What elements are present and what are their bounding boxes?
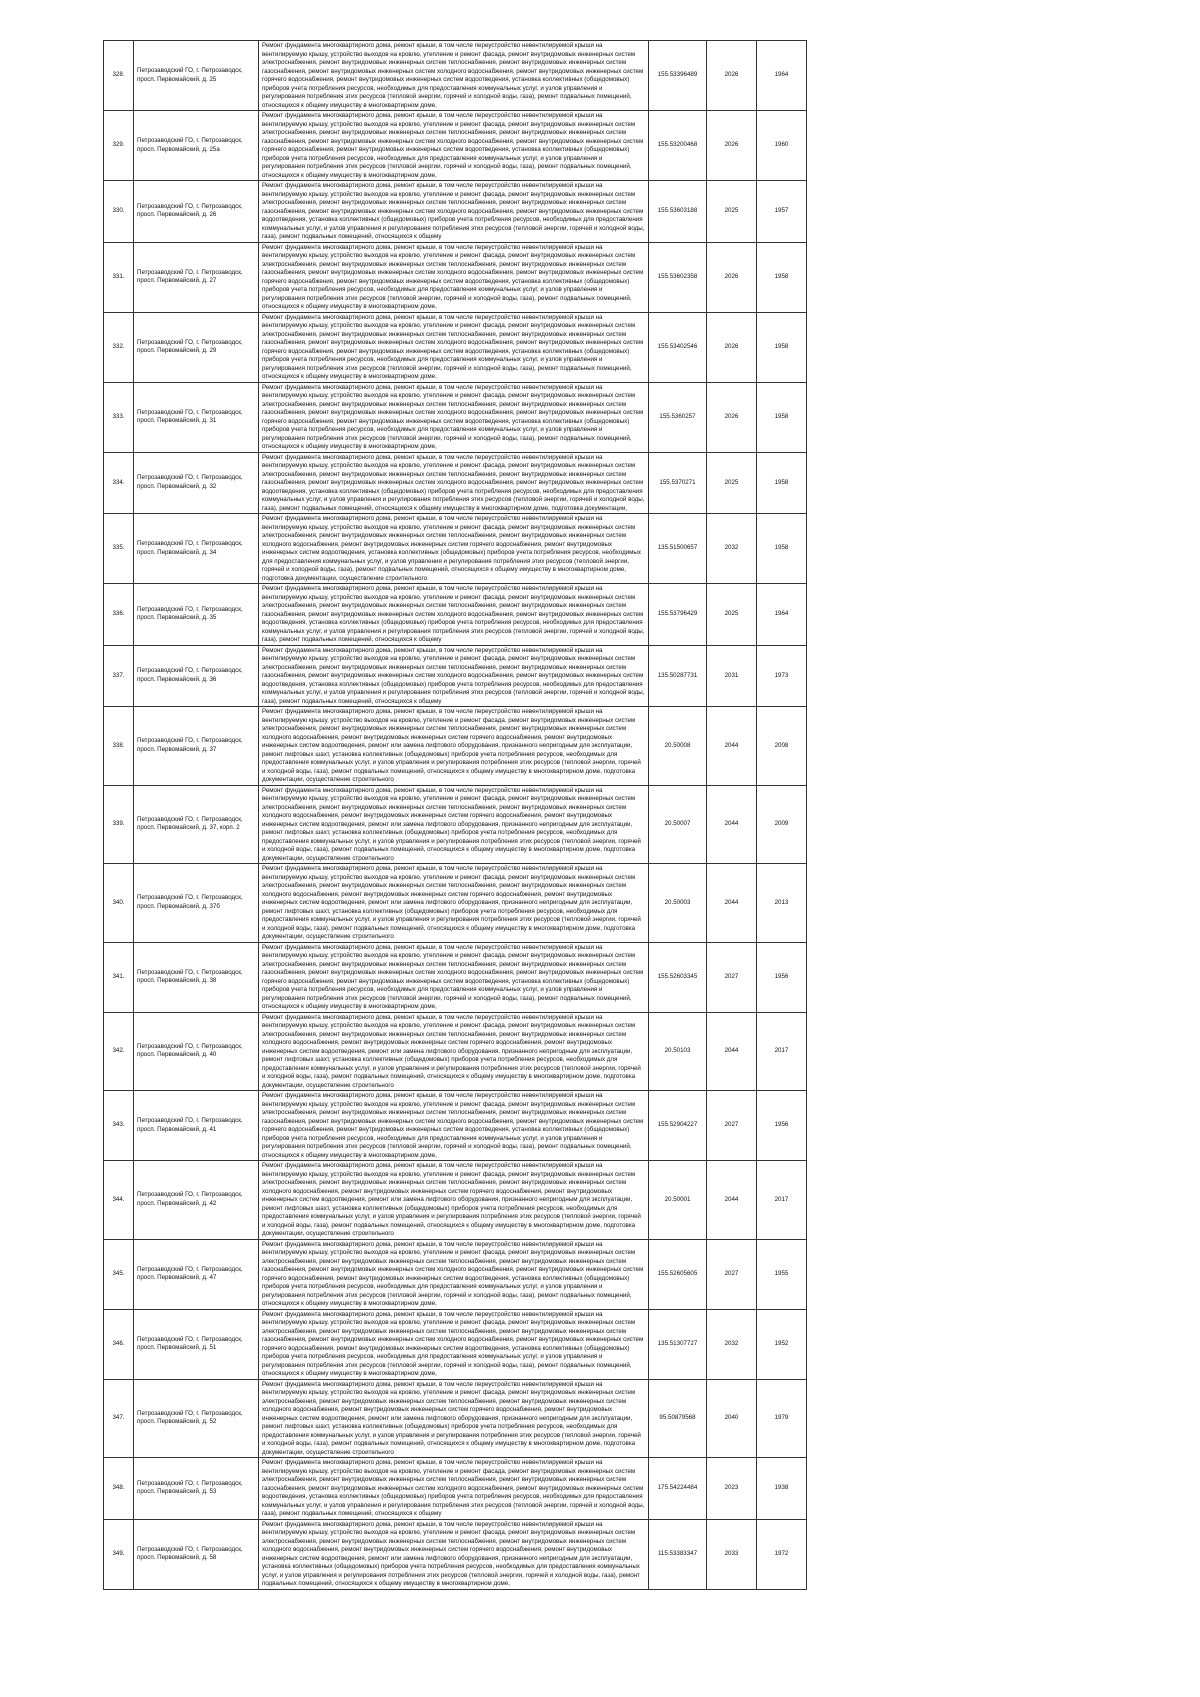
cost-value: 95.50879568 [649,1379,707,1458]
planned-year: 2044 [707,1012,757,1091]
construction-year: 1958 [757,382,807,452]
row-number: 340. [104,864,134,943]
address: Петрозаводский ГО, г. Петрозаводск, просп. Первомайский, д. 58 [134,1519,259,1589]
table-row [104,1012,807,1091]
repair-works-text: Ремонт фундамента многоквартирного дома, ремонт крыши, в том числе переустройство невентилируемой крыши на вентилируемую крышу, устройство выходов на кровлю, утепление и ремонт фасада, ремонт внутридомовых инженерных систем электроснабжения, ремонт внутридомовых инженерных систем теплоснабжения, ремонт внутридомовых инженерных систем холодного водоснабжения, ремонт внутридомовых инженерных систем горячего водоснабжения, ремонт внутридомовых инженерных систем водоотведения, ремонт или замена лифтового оборудования, признанного непригодным для эксплуатации, установка коллективных (общедомовых) приборов учета потребления ресурсов, необходимых для предоставления коммунальных услуг, и узлов управления и регулирования потребления этих ресурсов (тепловой энергии, горячей и холодной воды, газа), ремонт подвальных помещений, относящихся к общему имуществу в многоквартирном доме, [262,1520,640,1587]
table-row [104,111,807,181]
planned-year: 2027 [707,1239,757,1309]
construction-year: 2008 [757,707,807,786]
repair-works-text: Ремонт фундамента многоквартирного дома, ремонт крыши, в том числе переустройство невентилируемой крыши на вентилируемую крышу, устройство выходов на кровлю, утепление и ремонт фасада, ремонт внутридомовых инженерных систем электроснабжения, ремонт внутридомовых инженерных систем теплоснабжения, ремонт внутридомовых инженерных систем газоснабжения, ремонт внутридомовых инженерных систем холодного водоснабжения, ремонт внутридомовых инженерных систем водоотведения, установка коллективных (общедомовых) приборов учета потребления ресурсов, необходимых для предоставления коммунальных услуг, и узлов управления и регулирования потребления этих ресурсов (тепловой энергии, горячей и холодной воды, газа), ремонт подвальных помещений, относящихся к общему [262,1459,645,1517]
repair-works [259,181,649,243]
address: Петрозаводский ГО, г. Петрозаводск, просп. Первомайский, д. 29 [134,312,259,382]
address: Петрозаводский ГО, г. Петрозаводск, просп. Первомайский, д. 35 [134,584,259,646]
repair-works-text: Ремонт фундамента многоквартирного дома, ремонт крыши, в том числе переустройство невентилируемой крыши на вентилируемую крышу, устройство выходов на кровлю, утепление и ремонт фасада, ремонт внутридомовых инженерных систем электроснабжения, ремонт внутридомовых инженерных систем теплоснабжения, ремонт внутридомовых инженерных систем холодного водоснабжения, ремонт внутридомовых инженерных систем горячего водоснабжения, ремонт внутридомовых инженерных систем водоотведения, ремонт или замена лифтового оборудования, признанного непригодным для эксплуатации, ремонт лифтовых шахт, установка коллективных (общедомовых) приборов учета потребления ресурсов, необходимых для предоставления коммунальных услуг, и узлов управления и регулирования потребления этих ресурсов (тепловой энергии, горячей и холодной воды, газа), ремонт подвальных помещений, относящихся к общему имуществу в многоквартирном доме, подготовка документации, осуществление строительного [262,1380,641,1456]
row-number: 348. [104,1458,134,1520]
address: Петрозаводский ГО, г. Петрозаводск, просп. Первомайский, д. 52 [134,1379,259,1458]
address: Петрозаводский ГО, г. Петрозаводск, просп. Первомайский, д. 25 [134,41,259,111]
row-number: 329. [104,111,134,181]
planned-year: 2032 [707,514,757,584]
table-body [104,41,807,1590]
row-number: 342. [104,1012,134,1091]
address: Петрозаводский ГО, г. Петрозаводск, просп. Первомайский, д. 37б [134,864,259,943]
cost-value: 155.53402546 [649,312,707,382]
address: Петрозаводский ГО, г. Петрозаводск, просп. Первомайский, д. 38 [134,942,259,1012]
planned-year: 2044 [707,785,757,864]
planned-year: 2025 [707,452,757,514]
cost-value: 20.50008 [649,707,707,786]
cost-value: 20.50001 [649,1161,707,1240]
construction-year: 1960 [757,111,807,181]
table-row [104,1091,807,1161]
cost-value: 20.50003 [649,864,707,943]
construction-year: 1957 [757,181,807,243]
table-row [104,514,807,584]
address: Петрозаводский ГО, г. Петрозаводск, просп. Первомайский, д. 37 [134,707,259,786]
cost-value: 20.50103 [649,1012,707,1091]
row-number: 330. [104,181,134,243]
planned-year: 2033 [707,1519,757,1589]
construction-year: 1958 [757,312,807,382]
repair-works-text: Ремонт фундамента многоквартирного дома, ремонт крыши, в том числе переустройство невентилируемой крыши на вентилируемую крышу, устройство выходов на кровлю, утепление и ремонт фасада, ремонт внутридомовых инженерных систем электроснабжения, ремонт внутридомовых инженерных систем теплоснабжения, ремонт внутридомовых инженерных систем газоснабжения, ремонт внутридомовых инженерных систем холодного водоснабжения, ремонт внутридомовых инженерных систем горячего водоснабжения, ремонт внутридомовых инженерных систем водоотведения, установка коллективных (общедомовых) приборов учета потребления ресурсов, необходимых для предоставления коммунальных услуг, и узлов управления и регулирования потребления этих ресурсов (тепловой энергии, горячей и холодной воды, газа), ремонт подвальных помещений, относящихся к общему имуществу в многоквартирном доме, [262,1310,644,1377]
cost-value: 155.52605605 [649,1239,707,1309]
row-number: 346. [104,1309,134,1379]
row-number: 333. [104,382,134,452]
repair-works-text: Ремонт фундамента многоквартирного дома, ремонт крыши, в том числе переустройство невентилируемой крыши на вентилируемую крышу, устройство выходов на кровлю, утепление и ремонт фасада, ремонт внутридомовых инженерных систем электроснабжения, ремонт внутридомовых инженерных систем теплоснабжения, ремонт внутридомовых инженерных систем газоснабжения, ремонт внутридомовых инженерных систем холодного водоснабжения, ремонт внутридомовых инженерных систем горячего водоснабжения, ремонт внутридомовых инженерных систем водоотведения, установка коллективных (общедомовых) приборов учета потребления ресурсов, необходимых для предоставления коммунальных услуг, и узлов управления и регулирования потребления этих ресурсов (тепловой энергии, горячей и холодной воды, газа), ремонт подвальных помещений, относящихся к общему имуществу в многоквартирном доме, [262,383,644,450]
construction-year: 1958 [757,452,807,514]
table-row [104,1379,807,1458]
row-number: 332. [104,312,134,382]
planned-year: 2025 [707,181,757,243]
cost-value: 135.51307727 [649,1309,707,1379]
repair-works-text: Ремонт фундамента многоквартирного дома, ремонт крыши, в том числе переустройство невентилируемой крыши на вентилируемую крышу, устройство выходов на кровлю, утепление и ремонт фасада, ремонт внутридомовых инженерных систем электроснабжения, ремонт внутридомовых инженерных систем теплоснабжения, ремонт внутридомовых инженерных систем газоснабжения, ремонт внутридомовых инженерных систем холодного водоснабжения, ремонт внутридомовых инженерных систем горячего водоснабжения, ремонт внутридомовых инженерных систем водоотведения, установка коллективных (общедомовых) приборов учета потребления ресурсов, необходимых для предоставления коммунальных услуг, и узлов управления и регулирования потребления этих ресурсов (тепловой энергии, горячей и холодной воды, газа), ремонт подвальных помещений, относящихся к общему имуществу в многоквартирном доме, [262,313,644,380]
planned-year: 2026 [707,382,757,452]
row-number: 331. [104,242,134,312]
repair-works-text: Ремонт фундамента многоквартирного дома, ремонт крыши, в том числе переустройство невентилируемой крыши на вентилируемую крышу, устройство выходов на кровлю, утепление и ремонт фасада, ремонт внутридомовых инженерных систем электроснабжения, ремонт внутридомовых инженерных систем теплоснабжения, ремонт внутридомовых инженерных систем газоснабжения, ремонт внутридомовых инженерных систем холодного водоснабжения, ремонт внутридомовых инженерных систем водоотведения, установка коллективных (общедомовых) приборов учета потребления ресурсов, необходимых для предоставления коммунальных услуг, и узлов управления и регулирования потребления этих ресурсов (тепловой энергии, горячей и холодной воды, газа), ремонт подвальных помещений, относящихся к общему [262,585,645,643]
address: Петрозаводский ГО, г. Петрозаводск, просп. Первомайский, д. 25а [134,111,259,181]
repair-works [259,1309,649,1379]
address: Петрозаводский ГО, г. Петрозаводск, просп. Первомайский, д. 27 [134,242,259,312]
cost-value: 135.50287731 [649,645,707,707]
construction-year: 1938 [757,1458,807,1520]
repair-works [259,1519,649,1589]
address: Петрозаводский ГО, г. Петрозаводск, просп. Первомайский, д. 36 [134,645,259,707]
address: Петрозаводский ГО, г. Петрозаводск, просп. Первомайский, д. 34 [134,514,259,584]
table-row [104,382,807,452]
address: Петрозаводский ГО, г. Петрозаводск, просп. Первомайский, д. 31 [134,382,259,452]
repair-works-text: Ремонт фундамента многоквартирного дома, ремонт крыши, в том числе переустройство невентилируемой крыши на вентилируемую крышу, устройство выходов на кровлю, утепление и ремонт фасада, ремонт внутридомовых инженерных систем электроснабжения, ремонт внутридомовых инженерных систем теплоснабжения, ремонт внутридомовых инженерных систем холодного водоснабжения, ремонт внутридомовых инженерных систем горячего водоснабжения, ремонт внутридомовых инженерных систем водоотведения, ремонт или замена лифтового оборудования, признанного непригодным для эксплуатации, ремонт лифтовых шахт, установка коллективных (общедомовых) приборов учета потребления ресурсов, необходимых для предоставления коммунальных услуг, и узлов управления и регулирования потребления этих ресурсов (тепловой энергии, горячей и холодной воды, газа), ремонт подвальных помещений, относящихся к общему имуществу в многоквартирном доме, подготовка документации, осуществление строительного [262,1013,641,1089]
repair-works [259,864,649,943]
table-row [104,452,807,514]
repair-works-text: Ремонт фундамента многоквартирного дома, ремонт крыши, в том числе переустройство невентилируемой крыши на вентилируемую крышу, устройство выходов на кровлю, утепление и ремонт фасада, ремонт внутридомовых инженерных систем электроснабжения, ремонт внутридомовых инженерных систем теплоснабжения, ремонт внутридомовых инженерных систем холодного водоснабжения, ремонт внутридомовых инженерных систем горячего водоснабжения, ремонт внутридомовых инженерных систем водоотведения, ремонт или замена лифтового оборудования, признанного непригодным для эксплуатации, ремонт лифтовых шахт, установка коллективных (общедомовых) приборов учета потребления ресурсов, необходимых для предоставления коммунальных услуг, и узлов управления и регулирования потребления этих ресурсов (тепловой энергии, горячей и холодной воды, газа), ремонт подвальных помещений, относящихся к общему имуществу в многоквартирном доме, подготовка документации, осуществление строительного [262,865,641,940]
repair-works-text: Ремонт фундамента многоквартирного дома, ремонт крыши, в том числе переустройство невентилируемой крыши на вентилируемую крышу, устройство выходов на кровлю, утепление и ремонт фасада, ремонт внутридомовых инженерных систем электроснабжения, ремонт внутридомовых инженерных систем теплоснабжения, ремонт внутридомовых инженерных систем холодного водоснабжения, ремонт внутридомовых инженерных систем горячего водоснабжения, ремонт внутридомовых инженерных систем водоотведения, ремонт или замена лифтового оборудования, признанного непригодным для эксплуатации, ремонт лифтовых шахт, установка коллективных (общедомовых) приборов учета потребления ресурсов, необходимых для предоставления коммунальных услуг, и узлов управления и регулирования потребления этих ресурсов (тепловой энергии, горячей и холодной воды, газа), ремонт подвальных помещений, относящихся к общему имуществу в многоквартирном доме, подготовка документации, осуществление строительного [262,708,641,783]
repair-works [259,1239,649,1309]
construction-year: 2009 [757,785,807,864]
repair-works [259,645,649,707]
table-row [104,242,807,312]
planned-year: 2044 [707,864,757,943]
repair-works [259,584,649,646]
planned-year: 2025 [707,584,757,646]
repair-works [259,1379,649,1458]
repair-works [259,942,649,1012]
table-row [104,785,807,864]
repair-works-text: Ремонт фундамента многоквартирного дома, ремонт крыши, в том числе переустройство невентилируемой крыши на вентилируемую крышу, устройство выходов на кровлю, утепление и ремонт фасада, ремонт внутридомовых инженерных систем электроснабжения, ремонт внутридомовых инженерных систем теплоснабжения, ремонт внутридомовых инженерных систем газоснабжения, ремонт внутридомовых инженерных систем холодного водоснабжения, ремонт внутридомовых инженерных систем горячего водоснабжения, ремонт внутридомовых инженерных систем водоотведения, установка коллективных (общедомовых) приборов учета потребления ресурсов, необходимых для предоставления коммунальных услуг, и узлов управления и регулирования потребления этих ресурсов (тепловой энергии, горячей и холодной воды, газа), ремонт подвальных помещений, относящихся к общему имуществу в многоквартирном доме, [262,1092,644,1159]
repair-works-text: Ремонт фундамента многоквартирного дома, ремонт крыши, в том числе переустройство невентилируемой крыши на вентилируемую крышу, устройство выходов на кровлю, утепление и ремонт фасада, ремонт внутридомовых инженерных систем электроснабжения, ремонт внутридомовых инженерных систем теплоснабжения, ремонт внутридомовых инженерных систем холодного водоснабжения, ремонт внутридомовых инженерных систем горячего водоснабжения, ремонт внутридомовых инженерных систем водоотведения, ремонт или замена лифтового оборудования, признанного непригодным для эксплуатации, ремонт лифтовых шахт, установка коллективных (общедомовых) приборов учета потребления ресурсов, необходимых для предоставления коммунальных услуг, и узлов управления и регулирования потребления этих ресурсов (тепловой энергии, горячей и холодной воды, газа), ремонт подвальных помещений, относящихся к общему имуществу в многоквартирном доме, подготовка документации, осуществление строительного [262,1162,641,1237]
table-row [104,1309,807,1379]
table-row [104,181,807,243]
planned-year: 2044 [707,707,757,786]
cost-value: 155.52904227 [649,1091,707,1161]
table-row [104,312,807,382]
cost-value: 155.53603188 [649,181,707,243]
construction-year: 1964 [757,584,807,646]
construction-year: 1956 [757,942,807,1012]
planned-year: 2032 [707,1309,757,1379]
row-number: 339. [104,785,134,864]
table-row [104,1161,807,1240]
construction-year: 1964 [757,41,807,111]
cost-value: 175.54224484 [649,1458,707,1520]
repair-works [259,111,649,181]
repair-works-text: Ремонт фундамента многоквартирного дома, ремонт крыши, в том числе переустройство невентилируемой крыши на вентилируемую крышу, устройство выходов на кровлю, утепление и ремонт фасада, ремонт внутридомовых инженерных систем электроснабжения, ремонт внутридомовых инженерных систем теплоснабжения, ремонт внутридомовых инженерных систем газоснабжения, ремонт внутридомовых инженерных систем холодного водоснабжения, ремонт внутридомовых инженерных систем водоотведения, установка коллективных (общедомовых) приборов учета потребления ресурсов, необходимых для предоставления коммунальных услуг, и узлов управления и регулирования потребления этих ресурсов (тепловой энергии, горячей и холодной воды, газа), ремонт подвальных помещений, относящихся к общему [262,182,645,240]
table-row [104,1519,807,1589]
capital-repair-table [103,40,807,1590]
repair-works-text: Ремонт фундамента многоквартирного дома, ремонт крыши, в том числе переустройство невентилируемой крыши на вентилируемую крышу, устройство выходов на кровлю, утепление и ремонт фасада, ремонт внутридомовых инженерных систем электроснабжения, ремонт внутридомовых инженерных систем теплоснабжения, ремонт внутридомовых инженерных систем холодного водоснабжения, ремонт внутридомовых инженерных систем горячего водоснабжения, ремонт внутридомовых инженерных систем водоотведения, установка коллективных (общедомовых) приборов учета потребления ресурсов, необходимых для предоставления коммунальных услуг, и узлов управления и регулирования потребления этих ресурсов (тепловой энергии, горячей и холодной воды, газа), ремонт подвальных помещений, относящихся к общему имуществу в многоквартирном доме, подготовка документации, осуществление строительного [262,515,641,582]
planned-year: 2026 [707,242,757,312]
row-number: 347. [104,1379,134,1458]
planned-year: 2040 [707,1379,757,1458]
table-row [104,1239,807,1309]
cost-value: 155.52603345 [649,942,707,1012]
row-number: 334. [104,452,134,514]
row-number: 336. [104,584,134,646]
repair-works [259,514,649,584]
row-number: 349. [104,1519,134,1589]
repair-works [259,312,649,382]
construction-year: 1958 [757,242,807,312]
address: Петрозаводский ГО, г. Петрозаводск, просп. Первомайский, д. 41 [134,1091,259,1161]
repair-works-text: Ремонт фундамента многоквартирного дома, ремонт крыши, в том числе переустройство невентилируемой крыши на вентилируемую крышу, устройство выходов на кровлю, утепление и ремонт фасада, ремонт внутридомовых инженерных систем электроснабжения, ремонт внутридомовых инженерных систем теплоснабжения, ремонт внутридомовых инженерных систем газоснабжения, ремонт внутридомовых инженерных систем холодного водоснабжения, ремонт внутридомовых инженерных систем горячего водоснабжения, ремонт внутридомовых инженерных систем водоотведения, установка коллективных (общедомовых) приборов учета потребления ресурсов, необходимых для предоставления коммунальных услуг, и узлов управления и регулирования потребления этих ресурсов (тепловой энергии, горячей и холодной воды, газа), ремонт подвальных помещений, относящихся к общему имуществу в многоквартирном доме, [262,112,644,179]
construction-year: 1958 [757,514,807,584]
row-number: 341. [104,942,134,1012]
construction-year: 1952 [757,1309,807,1379]
repair-works-text: Ремонт фундамента многоквартирного дома, ремонт крыши, в том числе переустройство невентилируемой крыши на вентилируемую крышу, устройство выходов на кровлю, утепление и ремонт фасада, ремонт внутридомовых инженерных систем электроснабжения, ремонт внутридомовых инженерных систем теплоснабжения, ремонт внутридомовых инженерных систем холодного водоснабжения, ремонт внутридомовых инженерных систем горячего водоснабжения, ремонт внутридомовых инженерных систем водоотведения, ремонт или замена лифтового оборудования, признанного непригодным для эксплуатации, ремонт лифтовых шахт, установка коллективных (общедомовых) приборов учета потребления ресурсов, необходимых для предоставления коммунальных услуг, и узлов управления и регулирования потребления этих ресурсов (тепловой энергии, горячей и холодной воды, газа), ремонт подвальных помещений, относящихся к общему имуществу в многоквартирном доме, подготовка документации, осуществление строительного [262,786,641,862]
row-number: 343. [104,1091,134,1161]
planned-year: 2027 [707,1091,757,1161]
repair-works [259,785,649,864]
construction-year: 2017 [757,1161,807,1240]
cost-value: 20.50007 [649,785,707,864]
row-number: 328. [104,41,134,111]
cost-value: 155.53200468 [649,111,707,181]
repair-works [259,41,649,111]
row-number: 338. [104,707,134,786]
row-number: 337. [104,645,134,707]
construction-year: 1956 [757,1091,807,1161]
construction-year: 2017 [757,1012,807,1091]
cost-value: 155.53396489 [649,41,707,111]
address: Петрозаводский ГО, г. Петрозаводск, просп. Первомайский, д. 32 [134,452,259,514]
planned-year: 2026 [707,41,757,111]
cost-value: 155.53796429 [649,584,707,646]
repair-works-text: Ремонт фундамента многоквартирного дома, ремонт крыши, в том числе переустройство невентилируемой крыши на вентилируемую крышу, устройство выходов на кровлю, утепление и ремонт фасада, ремонт внутридомовых инженерных систем электроснабжения, ремонт внутридомовых инженерных систем теплоснабжения, ремонт внутридомовых инженерных систем газоснабжения, ремонт внутридомовых инженерных систем холодного водоснабжения, ремонт внутридомовых инженерных систем водоотведения, установка коллективных (общедомовых) приборов учета потребления ресурсов, необходимых для предоставления коммунальных услуг, и узлов управления и регулирования потребления этих ресурсов (тепловой энергии, горячей и холодной воды, газа), ремонт подвальных помещений, относящихся к общему имуществу в многоквартирном доме, подготовка документации, [262,453,645,512]
repair-works-text: Ремонт фундамента многоквартирного дома, ремонт крыши, в том числе переустройство невентилируемой крыши на вентилируемую крышу, устройство выходов на кровлю, утепление и ремонт фасада, ремонт внутридомовых инженерных систем электроснабжения, ремонт внутридомовых инженерных систем теплоснабжения, ремонт внутридомовых инженерных систем газоснабжения, ремонт внутридомовых инженерных систем холодного водоснабжения, ремонт внутридомовых инженерных систем водоотведения, установка коллективных (общедомовых) приборов учета потребления ресурсов, необходимых для предоставления коммунальных услуг, и узлов управления и регулирования потребления этих ресурсов (тепловой энергии, горячей и холодной воды, газа), ремонт подвальных помещений, относящихся к общему [262,646,645,705]
cost-value: 155.5360257 [649,382,707,452]
address: Петрозаводский ГО, г. Петрозаводск, просп. Первомайский, д. 26 [134,181,259,243]
construction-year: 1973 [757,645,807,707]
cost-value: 135.51500657 [649,514,707,584]
table-row [104,707,807,786]
repair-works [259,382,649,452]
address: Петрозаводский ГО, г. Петрозаводск, просп. Первомайский, д. 51 [134,1309,259,1379]
construction-year: 2013 [757,864,807,943]
planned-year: 2044 [707,1161,757,1240]
repair-works [259,1458,649,1520]
planned-year: 2027 [707,942,757,1012]
planned-year: 2026 [707,312,757,382]
row-number: 335. [104,514,134,584]
repair-works [259,707,649,786]
table-row [104,942,807,1012]
table-row [104,584,807,646]
cost-value: 115.53383347 [649,1519,707,1589]
repair-works-text: Ремонт фундамента многоквартирного дома, ремонт крыши, в том числе переустройство невентилируемой крыши на вентилируемую крышу, устройство выходов на кровлю, утепление и ремонт фасада, ремонт внутридомовых инженерных систем электроснабжения, ремонт внутридомовых инженерных систем теплоснабжения, ремонт внутридомовых инженерных систем газоснабжения, ремонт внутридомовых инженерных систем холодного водоснабжения, ремонт внутридомовых инженерных систем горячего водоснабжения, ремонт внутридомовых инженерных систем водоотведения, установка коллективных (общедомовых) приборов учета потребления ресурсов, необходимых для предоставления коммунальных услуг, и узлов управления и регулирования потребления этих ресурсов (тепловой энергии, горячей и холодной воды, газа), ремонт подвальных помещений, относящихся к общему имуществу в многоквартирном доме, [262,243,644,310]
address: Петрозаводский ГО, г. Петрозаводск, просп. Первомайский, д. 40 [134,1012,259,1091]
row-number: 344. [104,1161,134,1240]
construction-year: 1979 [757,1379,807,1458]
repair-works [259,242,649,312]
address: Петрозаводский ГО, г. Петрозаводск, просп. Первомайский, д. 37, корп. 2 [134,785,259,864]
repair-works-text: Ремонт фундамента многоквартирного дома, ремонт крыши, в том числе переустройство невентилируемой крыши на вентилируемую крышу, устройство выходов на кровлю, утепление и ремонт фасада, ремонт внутридомовых инженерных систем электроснабжения, ремонт внутридомовых инженерных систем теплоснабжения, ремонт внутридомовых инженерных систем газоснабжения, ремонт внутридомовых инженерных систем холодного водоснабжения, ремонт внутридомовых инженерных систем горячего водоснабжения, ремонт внутридомовых инженерных систем водоотведения, установка коллективных (общедомовых) приборов учета потребления ресурсов, необходимых для предоставления коммунальных услуг, и узлов управления и регулирования потребления этих ресурсов (тепловой энергии, горячей и холодной воды, газа), ремонт подвальных помещений, относящихся к общему имуществу в многоквартирном доме, [262,943,644,1010]
construction-year: 1955 [757,1239,807,1309]
repair-works [259,452,649,514]
row-number: 345. [104,1239,134,1309]
repair-works [259,1161,649,1240]
table-row [104,645,807,707]
repair-works [259,1012,649,1091]
address: Петрозаводский ГО, г. Петрозаводск, просп. Первомайский, д. 47 [134,1239,259,1309]
address: Петрозаводский ГО, г. Петрозаводск, просп. Первомайский, д. 53 [134,1458,259,1520]
cost-value: 155.53602358 [649,242,707,312]
repair-works-text: Ремонт фундамента многоквартирного дома, ремонт крыши, в том числе переустройство невентилируемой крыши на вентилируемую крышу, устройство выходов на кровлю, утепление и ремонт фасада, ремонт внутридомовых инженерных систем электроснабжения, ремонт внутридомовых инженерных систем теплоснабжения, ремонт внутридомовых инженерных систем газоснабжения, ремонт внутридомовых инженерных систем холодного водоснабжения, ремонт внутридомовых инженерных систем горячего водоснабжения, ремонт внутридомовых инженерных систем водоотведения, установка коллективных (общедомовых) приборов учета потребления ресурсов, необходимых для предоставления коммунальных услуг, и узлов управления и регулирования потребления этих ресурсов (тепловой энергии, горячей и холодной воды, газа), ремонт подвальных помещений, относящихся к общему имуществу в многоквартирном доме, [262,1240,644,1307]
address: Петрозаводский ГО, г. Петрозаводск, просп. Первомайский, д. 42 [134,1161,259,1240]
planned-year: 2023 [707,1458,757,1520]
cost-value: 155.5370271 [649,452,707,514]
repair-works-text: Ремонт фундамента многоквартирного дома, ремонт крыши, в том числе переустройство невентилируемой крыши на вентилируемую крышу, устройство выходов на кровлю, утепление и ремонт фасада, ремонт внутридомовых инженерных систем электроснабжения, ремонт внутридомовых инженерных систем теплоснабжения, ремонт внутридомовых инженерных систем газоснабжения, ремонт внутридомовых инженерных систем холодного водоснабжения, ремонт внутридомовых инженерных систем горячего водоснабжения, ремонт внутридомовых инженерных систем водоотведения, установка коллективных (общедомовых) приборов учета потребления ресурсов, необходимых для предоставления коммунальных услуг, и узлов управления и регулирования потребления этих ресурсов (тепловой энергии, горячей и холодной воды, газа), ремонт подвальных помещений, относящихся к общему имуществу в многоквартирном доме, [262,42,644,109]
table-row [104,41,807,111]
table-row [104,1458,807,1520]
construction-year: 1972 [757,1519,807,1589]
planned-year: 2031 [707,645,757,707]
table-row [104,864,807,943]
repair-works [259,1091,649,1161]
planned-year: 2026 [707,111,757,181]
